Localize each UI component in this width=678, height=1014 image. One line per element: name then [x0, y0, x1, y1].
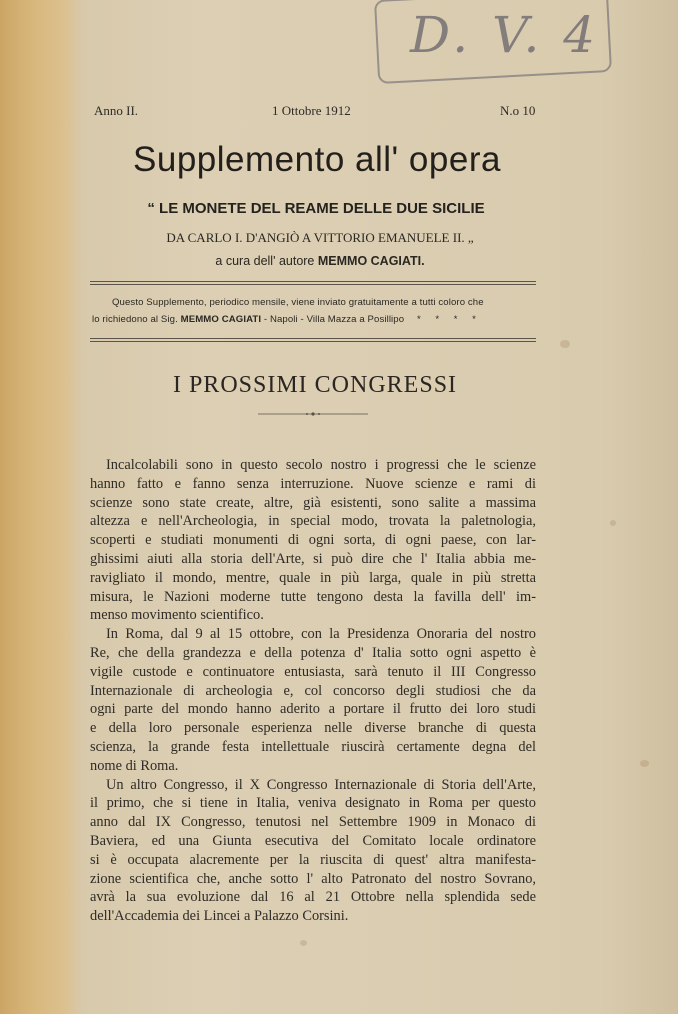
bottom-rule: [90, 338, 536, 339]
handwritten-annotation: D. V. 4: [410, 6, 600, 64]
stain: [640, 760, 649, 767]
header-date: 1 Ottobre 1912: [272, 103, 351, 118]
article-line: Re, che della grandezza e della potenza d' Italia sotto ogni aspetto è: [90, 644, 536, 661]
article-line: ogni parte del mondo hanno aderito a portare il frutto dei loro studi: [90, 701, 536, 718]
curator-prefix: a cura dell' autore: [215, 254, 315, 268]
article-line: avrà la sua evoluzione dal 16 al 21 Ottobre nella splendida sede: [90, 889, 536, 906]
stain: [300, 940, 307, 946]
article-line: scoperti e studiati monumenti di ogni sorta, di ogni paese, con lar-: [90, 532, 536, 549]
article-line: Incalcolabili sono in questo secolo nostro i progressi che le scienze: [106, 457, 536, 473]
notice-line-1: Questo Supplemento, periodico mensile, viene inviato gratuitamente a tutti coloro che: [112, 297, 484, 308]
article-line: zione scientifica che, anche sotto l' alto Patronato del nostro Sovrano,: [90, 870, 536, 887]
article-line: hanno fatto e fanno senza interruzione. Nuove scienze e rami di: [90, 475, 536, 492]
article-line: altezza e nell'Archeologia, in special modo, trovata la paletnologia,: [90, 513, 536, 530]
article-line: anno dal IX Congresso, tenutosi nel Settembre 1909 in Monaco di: [90, 814, 536, 831]
article-line: Un altro Congresso, il X Congresso Internazionale di Storia dell'Arte,: [106, 776, 536, 793]
notice-marks: * * * *: [416, 314, 482, 325]
article-line: scienze sono state create, altre, già esistenti, sono salite a massima: [90, 494, 536, 511]
header-numero: N.o 10: [500, 103, 536, 118]
article-line: misura, le Nazioni moderne tutte tengono desta la favilla dell' im-: [90, 588, 536, 605]
notice-name: MEMMO CAGIATI: [180, 314, 262, 325]
article-line: e della loro personale esperienza nelle diverse branche di questa: [90, 720, 536, 737]
article-line: il primo, che si tiene in Italia, veniva designato in Roma per questo: [90, 795, 536, 812]
article-body: [90, 456, 536, 926]
article-line: ghissimi aiuti alla storia dell'Arte, si può dire che l' Italia abbia me-: [90, 550, 536, 567]
notice-prefix: lo richiedono al Sig.: [92, 314, 178, 325]
publication-subtitle: “ LE MONETE DEL REAME DELLE DUE SICILIE: [147, 200, 485, 217]
page-spine-discoloration: [0, 0, 82, 1014]
stain: [610, 520, 616, 526]
stain: [560, 340, 570, 348]
notice-address: - Napoli - Villa Mazza a Posillipo: [263, 314, 405, 325]
ornament-divider: [258, 410, 368, 418]
bottom-rule-double: [90, 341, 536, 342]
top-rule: [90, 281, 536, 282]
article-line: In Roma, dal 9 al 15 ottobre, con la Presidenza Onoraria del nostro: [106, 626, 536, 643]
article-heading: I PROSSIMI CONGRESSI: [172, 372, 458, 398]
article-line: Internazionale di archeologia e, col concorso degli studiosi che da: [90, 682, 536, 699]
top-rule-double: [90, 284, 536, 285]
publication-title: Supplemento all' opera: [133, 140, 501, 179]
article-line: ravigliato il mondo, mentre, quale in più larga, quale in più stretta: [90, 569, 536, 586]
article-line: Baviera, ed una Giunta esecutiva del Comitato locale ordinatore: [90, 832, 536, 849]
curator-name: MEMMO CAGIATI.: [317, 254, 425, 268]
curator-line: [130, 254, 510, 268]
article-line: dell'Accademia dei Lincei a Palazzo Corsini.: [90, 908, 349, 925]
article-line: vigile custode e continuatore entusiasta, sarà tenuto il III Congresso: [90, 663, 536, 680]
article-line: menso movimento scientifico.: [90, 607, 264, 624]
header-anno: Anno II.: [94, 103, 139, 118]
notice-line-2: [92, 314, 542, 325]
publication-subtitle-2: DA CARLO I. D'ANGIÒ A VITTORIO EMANUELE II. „: [166, 230, 474, 245]
article-line: nome di Roma.: [90, 757, 179, 774]
article-line: scienza, la grande festa intellettuale riuscirà certamente degna del: [90, 738, 536, 755]
article-line: si è occupata alacremente per la riuscita di quest' altra manifesta-: [90, 851, 536, 868]
